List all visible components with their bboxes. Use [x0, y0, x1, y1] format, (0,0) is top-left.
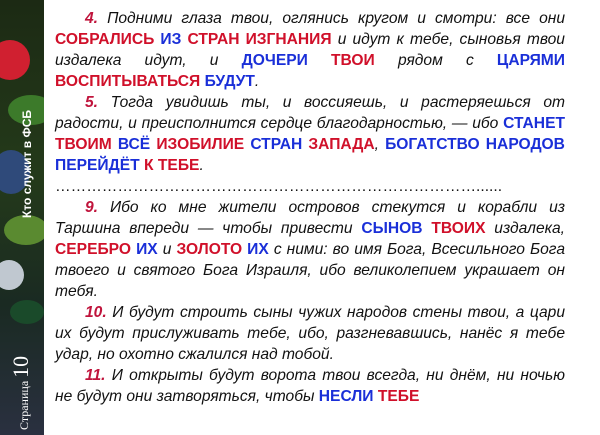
verse-text: [308, 52, 331, 69]
highlighted-word: ТЕБЕ: [157, 157, 200, 174]
page-number: 10: [8, 355, 33, 378]
verse-text: И будут строить сыны чужих народов стены твои, а цари их будут прислуживать тебе, ибо, разгневавшись, нанёс я тебе удар, но охотно сжалился над тобой.: [55, 304, 565, 363]
text-body: [55, 8, 565, 407]
highlighted-word: СЕРЕБРО: [55, 241, 131, 258]
sidebar: [0, 0, 44, 435]
highlighted-word: ТВОИМ: [55, 136, 112, 153]
verse-number: 9.: [85, 199, 99, 216]
highlighted-word: ВОСПИТЫВАТЬСЯ: [55, 73, 201, 90]
decorative-shape: [4, 215, 44, 245]
verse-text: ,: [374, 136, 386, 153]
highlighted-word: ИХ: [247, 241, 269, 258]
highlighted-word: ИЗОБИЛИЕ: [156, 136, 245, 153]
verse-text: .: [199, 157, 204, 174]
decorative-shape: [10, 300, 44, 324]
verse-text: Подними глаза твои, оглянись кругом и смотри: все они: [98, 10, 565, 27]
highlighted-word: БОГАТСТВО: [385, 136, 480, 153]
highlighted-word: ИЗГНАНИЯ: [245, 31, 332, 48]
verse-number: 10.: [85, 304, 107, 321]
ellipsis-separator: ………………………………………………………………………......: [55, 178, 503, 195]
highlighted-word: ВСЁ: [117, 136, 151, 153]
highlighted-word: СТАНЕТ: [503, 115, 565, 132]
verse-paragraph: [55, 92, 565, 176]
highlighted-word: ТЕБЕ: [377, 388, 420, 405]
decorative-shape: [0, 40, 30, 80]
verse-text: и: [157, 241, 177, 258]
highlighted-word: ЦАРЯМИ: [496, 52, 565, 69]
highlighted-word: ЗАПАДА: [308, 136, 375, 153]
highlighted-word: СОБРАЛИСЬ: [55, 31, 155, 48]
verse-text: и идут к тебе, сыновья твои издалека идут, и: [55, 31, 565, 69]
highlighted-word: ПЕРЕЙДЁТ: [55, 157, 140, 174]
verse-text: рядом с: [374, 52, 497, 69]
verse-number: 5.: [85, 94, 99, 111]
highlighted-word: ТВОИ: [331, 52, 375, 69]
verse-text: И открыты будут ворота твои всегда, ни днём, ни ночью не будут они затворяться, чтобы: [55, 367, 565, 405]
verse-number: 11.: [85, 367, 106, 384]
highlighted-word: БУДУТ: [204, 73, 255, 90]
highlighted-word: ИХ: [136, 241, 158, 258]
verse-text: .: [254, 73, 260, 90]
verse-text: Ибо ко мне жители островов стекутся и корабли из Таршина впереди — чтобы привести: [55, 199, 565, 237]
highlighted-word: СЫНОВ: [361, 220, 423, 237]
verse-text: издалека,: [485, 220, 566, 237]
decorative-shape: [0, 260, 24, 290]
page-label: [8, 356, 34, 430]
verse-text: Тогда увидишь ты, и воссияешь, и растеряешься от радости, и преисполнится сердце благодарностью, — ибо: [55, 94, 565, 132]
highlighted-word: ИЗ: [160, 31, 182, 48]
page-word: Страница: [17, 380, 31, 430]
highlighted-word: НАРОДОВ: [485, 136, 565, 153]
verse-paragraph: [55, 197, 565, 302]
sidebar-title: Кто служит в ФСБ: [20, 109, 34, 218]
highlighted-word: ТВОИХ: [431, 220, 486, 237]
verse-text: с ними: во имя Бога, Всесильного Бога твоего и святого Бога Израиля, ибо великолепием украшает он тебя.: [55, 241, 565, 300]
highlighted-word: ДОЧЕРИ: [241, 52, 308, 69]
highlighted-word: К: [144, 157, 154, 174]
highlighted-word: НЕСЛИ: [318, 388, 374, 405]
highlighted-word: СТРАН: [250, 136, 303, 153]
verse-paragraph: [55, 302, 565, 365]
highlighted-word: ЗОЛОТО: [176, 241, 243, 258]
verse-number: 4.: [85, 10, 99, 27]
highlighted-word: СТРАН: [187, 31, 240, 48]
verse-paragraph: [55, 365, 565, 407]
verse-paragraph: [55, 8, 565, 92]
